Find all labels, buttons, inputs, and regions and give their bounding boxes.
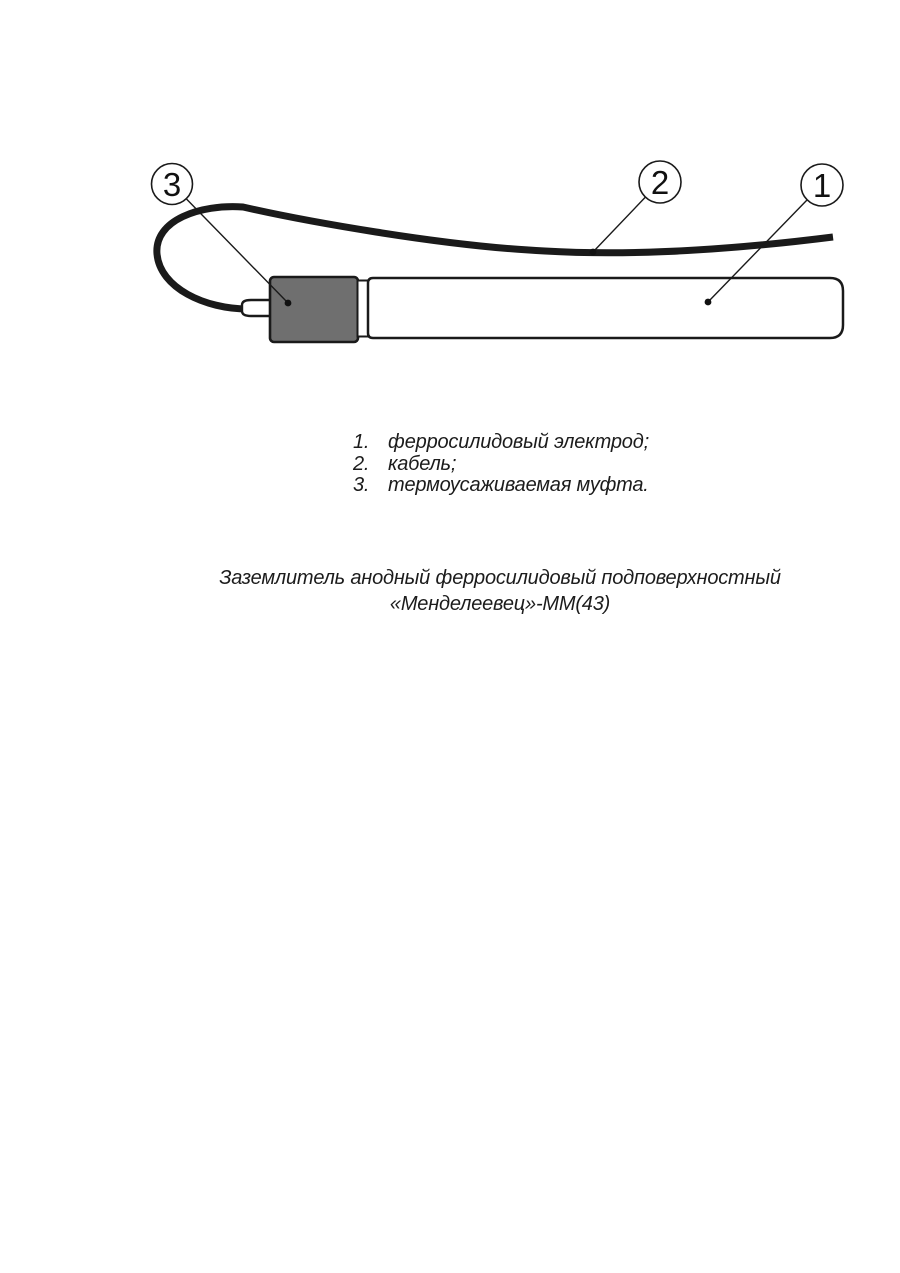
leader-3-dot	[285, 300, 292, 307]
electrode-tube	[368, 278, 843, 338]
legend-item-label: термоусаживаемая муфта.	[388, 474, 649, 496]
legend-item-label: кабель;	[388, 452, 457, 475]
legend-item-number: 3.	[353, 474, 370, 496]
leader-2-dot	[590, 249, 597, 256]
callout-number-2: 2	[650, 164, 670, 201]
legend-item-1	[353, 432, 649, 454]
legend-item-2	[353, 454, 649, 476]
legend-item-number: 1.	[353, 431, 370, 453]
callout-balloon-1	[801, 164, 843, 206]
leader-1-dot	[705, 299, 712, 306]
heat-shrink-muffle	[270, 277, 358, 342]
legend-item-number: 2.	[353, 452, 370, 475]
callout-number-3: 3	[162, 166, 182, 203]
legend-item-label: ферросилидовый электрод;	[388, 431, 649, 453]
leader-2	[590, 197, 646, 255]
legend-item-3	[353, 475, 649, 497]
callout-balloon-3	[152, 164, 193, 205]
muffle-neck-ring	[358, 281, 369, 337]
callout-number-1: 1	[812, 167, 832, 204]
parts-legend	[353, 432, 649, 497]
figure-caption	[170, 565, 830, 617]
callout-balloon-2	[639, 161, 681, 203]
caption-line-1: Заземлитель анодный ферросилидовый подповерхностный	[219, 567, 781, 589]
caption-line-2: «Менделеевец»-ММ(43)	[389, 593, 611, 615]
anode-grounder-diagram	[0, 0, 900, 400]
